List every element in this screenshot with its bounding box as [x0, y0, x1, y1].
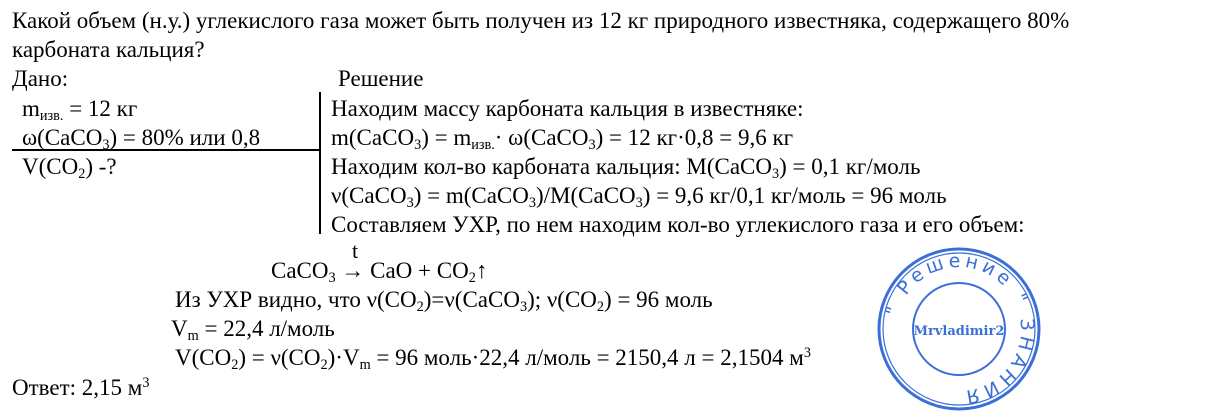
answer: Ответ: 2,15 $м^3$ — [12, 375, 150, 400]
given-mass: $m_{изв.} = 12$ кг — [22, 96, 138, 124]
stamp-center-text: Mrvladimir2 — [913, 324, 1005, 339]
given-find: $V(CO_2)$ -? — [22, 154, 117, 182]
step-molar-volume: $V_m = 22,4$ л/моль — [171, 316, 335, 344]
problem-line-2: карбоната кальция? — [12, 37, 205, 62]
stamp-seal — [876, 246, 1042, 412]
given-divider-vertical — [319, 92, 321, 234]
stamp-ring-text: " Решение " ЗНАНИЯ — [881, 249, 1039, 409]
reaction-equation: CaCO$_3$ → CaO + $CO_2↑$ — [271, 258, 488, 286]
solution-line-5: Составляем УХР, по нем находим кол-во углекислого газа и его объем: — [331, 212, 1025, 237]
step-ratio: Из УХР видно, что $\nu(CO_2)=\nu(CaCO_3)$; $\nu(CO_2) = 96$ моль — [175, 287, 713, 315]
solution-line-4: ν(CaCO$_3$) = m(CaCO$_3$)/M(CaCO$_3$) = 9,6 кг/0,1 кг/моль = 96 моль — [331, 183, 947, 211]
solution-heading: Решение — [338, 66, 424, 91]
given-heading: Дано: — [12, 66, 69, 91]
reaction-condition: t — [352, 238, 359, 263]
step-volume: $V(CO_2) = \nu(CO_2)\cdot V_m = 96$ моль·22,4 л/моль = 2150,4 л = 2,1504 $м^3$ — [175, 345, 811, 373]
solution-line-3: Находим кол-во карбоната кальция: M(CaCO$_3$) = 0,1 кг/моль — [331, 154, 921, 182]
solution-line-1: Находим массу карбоната кальция в известняке: — [331, 96, 804, 121]
given-omega: ω(CaCO$_3$) = 80% или 0,8 — [22, 125, 261, 153]
solution-line-2: m(CaCO$_3$) = $m_{изв.}\cdot$ ω(CaCO$_3$) = 12 кг·0,8 = 9,6 кг — [331, 125, 794, 153]
problem-line-1: Какой объем (н.у.) углекислого газа может быть получен из 12 кг природного известняка, содержащего 80% — [12, 8, 1070, 33]
